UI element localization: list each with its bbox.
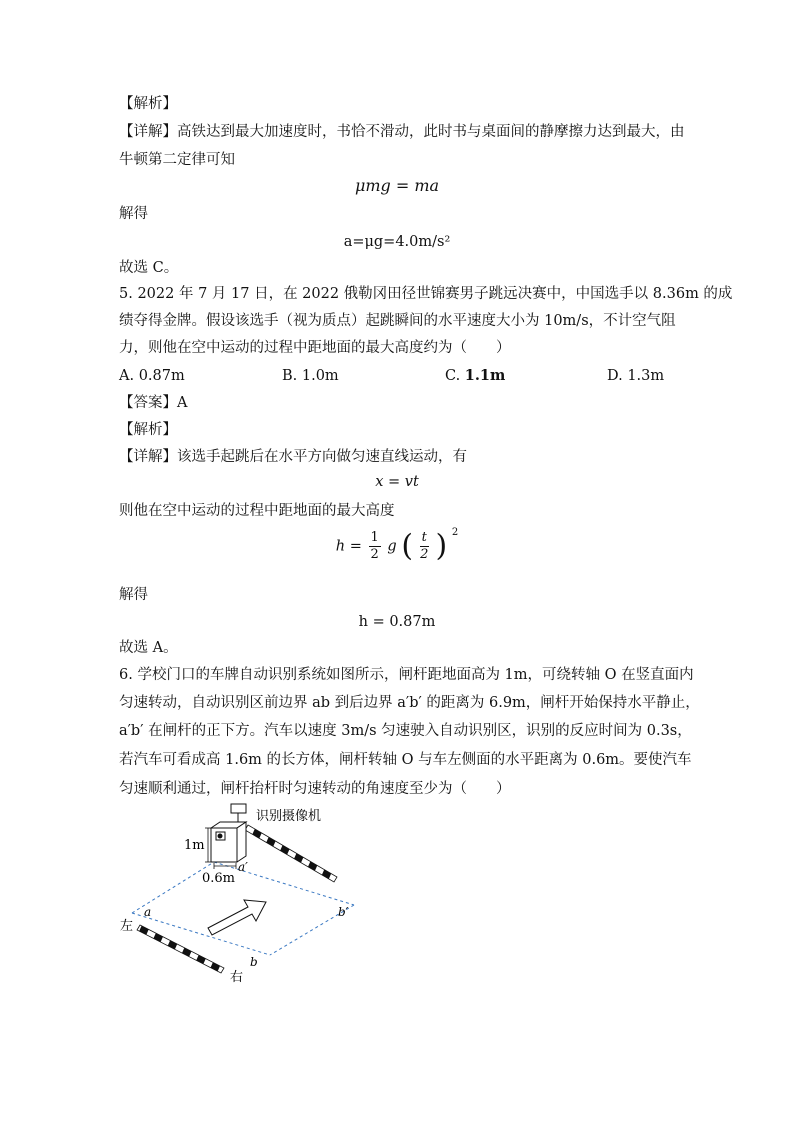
gate-diagram [110, 800, 400, 990]
answer-line: 【答案】A [119, 395, 188, 411]
option-b: B. 1.0m [282, 368, 339, 384]
equation-acceleration: a=μg=4.0m/s² [343, 234, 451, 250]
option-c: C. 1.1m [445, 367, 506, 384]
b-prime-label: b′ [338, 905, 349, 919]
b-label: b [250, 955, 258, 969]
detail-line-2: 牛顿第二定律可知 [119, 152, 235, 168]
option-a: A. 0.87m [119, 368, 185, 384]
gate-bar-rear [245, 825, 337, 882]
max-height-line: 则他在空中运动的过程中距地面的最大高度 [119, 503, 395, 519]
option-d: D. 1.3m [607, 368, 665, 384]
detail-line [119, 122, 685, 142]
detail-text: 该选手起跳后在水平方向做匀速直线运动，有 [177, 449, 467, 465]
analysis-header-q5: 【解析】 [119, 422, 177, 438]
q6-stem-line-2: 匀速转动，自动识别区前边界 ab 到后边界 a′b′ 的距离为 6.9m，闸杆开始保持水平静止， [119, 695, 700, 711]
choice-line: 故选 C。 [119, 260, 179, 276]
equation-result: h = 0.87m [358, 614, 436, 630]
arrow-icon [208, 900, 266, 935]
detail-text: 高铁达到最大加速度时，书恰不滑动，此时书与桌面间的静摩擦力达到最大，由 [177, 124, 685, 140]
detail-line-q5 [119, 447, 467, 467]
q5-stem-line-3: 力，则他在空中运动的过程中距地面的最大高度约为（ ） [119, 340, 511, 356]
fraction-half: $\frac{1}{2}$ [370, 530, 379, 562]
detail-tag: 【详解】 [119, 124, 177, 140]
equation-uniform-motion: x = vt [375, 474, 419, 490]
camera-label: 识别摄像机 [256, 809, 322, 824]
a-prime-label: a′ [238, 860, 248, 874]
left-label: 左 [120, 919, 134, 934]
choice-line-q5: 故选 A。 [119, 640, 178, 656]
detail-tag: 【详解】 [119, 449, 177, 465]
fraction-t-over-2: $\frac{t}{2}$ [420, 530, 429, 562]
q6-stem-line-5: 匀速顺利通过，闸杆抬杆时匀速转动的角速度至少为（ ） [119, 781, 511, 797]
camera-icon [231, 804, 246, 822]
equation-height: h = $\frac{1}{2}$ g ( $\frac{t}{2}$ ) $^2$ [335, 526, 459, 564]
solve-label-q5: 解得 [119, 587, 148, 603]
equation-friction: μmg = ma [354, 176, 440, 195]
height-dimension [205, 828, 211, 862]
a-label: a [144, 905, 152, 919]
q5-stem-line-1: 5. 2022 年 7 月 17 日，在 2022 俄勒冈田径世锦赛男子跳远决赛中，中国选手以 8.36m 的成 [119, 286, 733, 302]
gate-machine [211, 822, 246, 862]
q6-stem-line-4: 若汽车可看成高 1.6m 的长方体，闸杆转轴 O 与车左侧面的水平距离为 0.6m。要使汽车 [119, 752, 692, 768]
right-label: 右 [230, 970, 244, 985]
q5-stem-line-2: 绩夺得金牌。假设该选手（视为质点）起跳瞬间的水平速度大小为 10m/s，不计空气阻 [119, 313, 676, 329]
height-label: 1m [184, 838, 205, 853]
q6-stem-line-3: a′b′ 在闸杆的正下方。汽车以速度 3m/s 匀速驶入自动识别区，识别的反应时间为 0.3s， [119, 723, 692, 739]
distance-label: 0.6m [202, 871, 236, 886]
analysis-header: 【解析】 [119, 96, 177, 112]
solve-label: 解得 [119, 206, 148, 222]
q6-stem-line-1: 6. 学校门口的车牌自动识别系统如图所示，闸杆距地面高为 1m，可绕转轴 O 在竖直面内 [119, 667, 694, 683]
